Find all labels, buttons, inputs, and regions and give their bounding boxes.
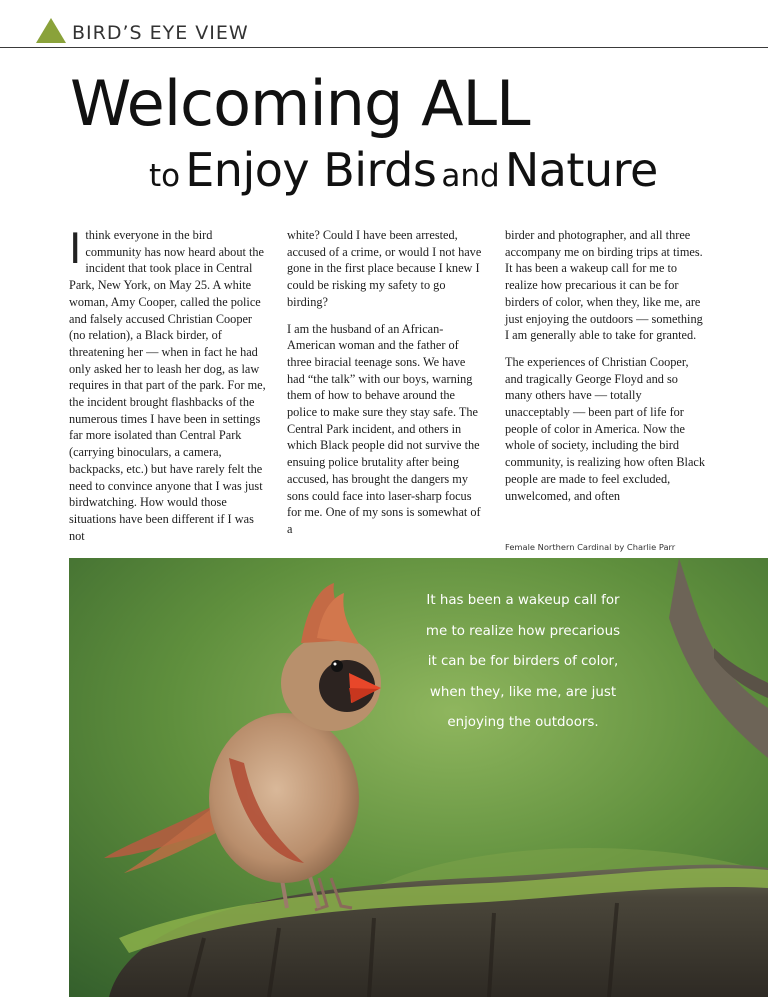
article-title	[70, 68, 530, 140]
subtitle-to: to	[149, 158, 181, 194]
photo-caption: Female Northern Cardinal by Charlie Parr	[505, 542, 676, 552]
article-column-2	[287, 227, 483, 548]
paragraph-text: think everyone in the bird community has now heard about the incident that took place in Central Park, New York, on May 25. A white woman, Amy Cooper, called the police and falsely accused Christian Cooper (no relation), a Black birder, of threatening her — when in fact he had only asked her to leash her dog, as law requires in that part of the park. For me, the incident brought flashbacks of the numerous times I have been in settings far more isolated than Central Park (carrying binoculars, a camera, backpacks, etc.) but have rarely felt the need to convince anyone that I was just birdwatching. How would those situations have been different if I was not	[69, 228, 266, 543]
section-header	[0, 0, 768, 48]
paragraph	[69, 224, 270, 544]
paragraph: I am the husband of an African-American woman and the father of three biracial teenage sons. We have had “the talk” with our boys, warning them of how to behave around the police to make sure they stay safe. The Central Park incident, and others in which Black people did not survive the ensuing police brutality after being accused, has brought the dangers my sons could face into laser-sharp focus for me. One of my sons is somewhat of a	[287, 321, 481, 536]
subtitle-enjoy-birds: Enjoy Birds	[185, 143, 437, 197]
article-subtitle	[149, 142, 658, 209]
section-title: BIRD’S EYE VIEW	[72, 22, 249, 44]
subtitle-and: and	[441, 158, 500, 194]
article-column-1	[69, 224, 270, 554]
article-column-3	[505, 227, 705, 514]
title-all: ALL	[421, 67, 530, 140]
title-welcoming: Welcoming	[70, 67, 403, 140]
paragraph: birder and photographer, and all three accompany me on birding trips at times. It has been a wakeup call for me to realize how precarious it can be for birders of color, when they, like me, are just enjoying the outdoors — something I am generally able to take for granted.	[505, 228, 703, 343]
cardinal-photo	[69, 558, 768, 997]
subtitle-nature: Nature	[504, 143, 658, 197]
triangle-icon	[36, 18, 66, 43]
paragraph: The experiences of Christian Cooper, and tragically George Floyd and so many others have — totally unacceptably — been part of life for people of color in America. Now the whole of society, including the bird community, is realizing how often Black people are made to feel excluded, unwelcomed, and often	[505, 354, 706, 503]
paragraph: white? Could I have been arrested, accused of a crime, or would I not have gone in the first place because I knew I could be risking my safety to go birding?	[287, 228, 482, 309]
pull-quote: It has been a wakeup call for me to realize how precarious it can be for birders of color, when they, like me, are just enjoying the outdoors.	[425, 593, 621, 730]
cardinal-illustration	[69, 558, 768, 997]
drop-cap: I	[69, 224, 82, 273]
